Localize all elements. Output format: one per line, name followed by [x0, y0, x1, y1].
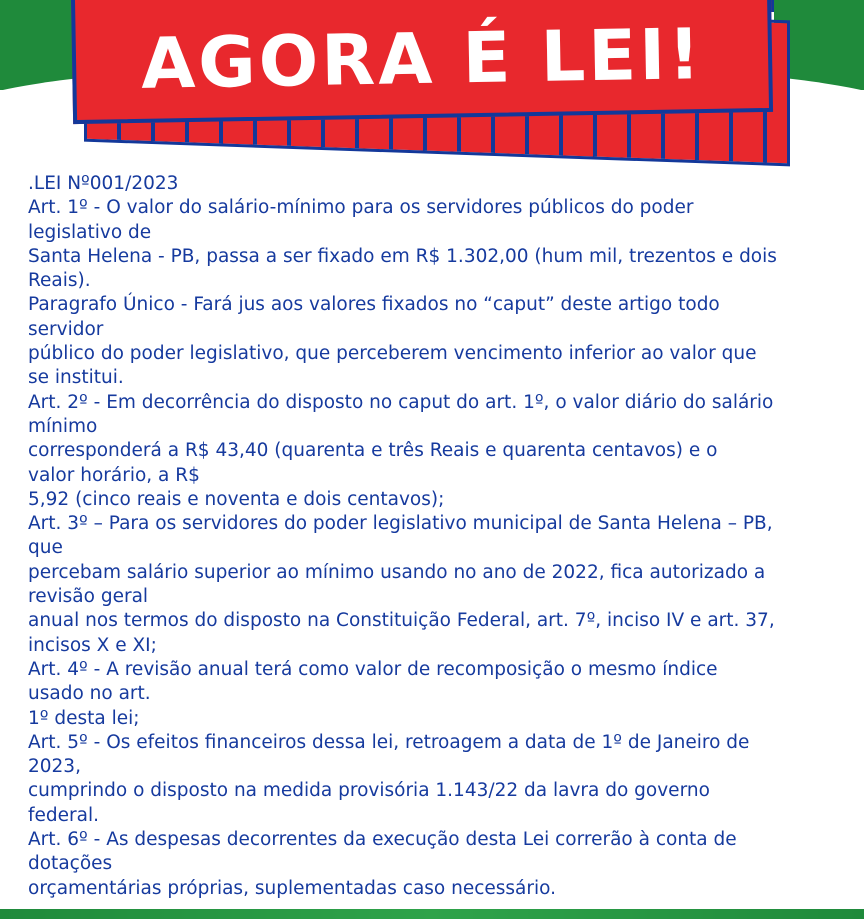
law-line: Art. 1º - O valor do salário-mínimo para os servidores públicos do poder	[28, 197, 694, 219]
law-line: corresponderá a R$ 43,40 (quarenta e três Reais e quarenta centavos) e o	[28, 440, 718, 462]
law-line: Reais).	[28, 270, 91, 292]
law-line: dotações	[28, 853, 113, 875]
bottom-green-strip	[0, 909, 864, 919]
law-number: .LEI Nº001/2023	[28, 173, 179, 194]
law-line: Art. 2º - Em decorrência do disposto no caput do art. 1º, o valor diário do salário	[28, 391, 774, 413]
law-line: 1º desta lei;	[28, 707, 140, 729]
headline-banner	[72, 0, 792, 155]
law-line: se institui.	[28, 367, 124, 389]
law-line: Art. 3º – Para os servidores do poder legislativo municipal de Santa Helena – PB,	[28, 513, 773, 535]
banner-face	[71, 0, 773, 124]
law-line: que	[28, 537, 63, 559]
law-text	[28, 172, 838, 901]
law-line: incisos X e XI;	[28, 634, 157, 656]
law-line: valor horário, a R$	[28, 464, 200, 486]
law-line: usado no art.	[28, 683, 151, 705]
law-line: mínimo	[28, 415, 98, 437]
law-line: Santa Helena - PB, passa a ser fixado em R$ 1.302,00 (hum mil, trezentos e dois	[28, 245, 777, 267]
law-line: Paragrafo Único - Fará jus aos valores fixados no “caput” deste artigo todo	[28, 294, 720, 316]
law-line: servidor	[28, 318, 104, 340]
law-line: orçamentárias próprias, suplementadas caso necessário.	[28, 877, 557, 899]
law-line: federal.	[28, 804, 99, 826]
banner-title: AGORA É LEI!	[140, 13, 704, 105]
law-line: 2023,	[28, 756, 81, 778]
law-line: 5,92 (cinco reais e noventa e dois centavos);	[28, 488, 445, 510]
law-line: Art. 5º - Os efeitos financeiros dessa lei, retroagem a data de 1º de Janeiro de	[28, 731, 750, 753]
law-line: público do poder legislativo, que perceberem vencimento inferior ao valor que	[28, 343, 757, 365]
law-line: legislativo de	[28, 221, 152, 243]
law-line: anual nos termos do disposto na Constituição Federal, art. 7º, inciso IV e art. 37,	[28, 610, 775, 632]
law-line: cumprindo o disposto na medida provisória 1.143/22 da lavra do governo	[28, 780, 710, 802]
law-line: Art. 6º - As despesas decorrentes da execução desta Lei correrão à conta de	[28, 829, 737, 851]
law-line: percebam salário superior ao mínimo usando no ano de 2022, fica autorizado a	[28, 561, 766, 583]
law-line: revisão geral	[28, 586, 149, 608]
law-line: Art. 4º - A revisão anual terá como valor de recomposição o mesmo índice	[28, 658, 718, 680]
